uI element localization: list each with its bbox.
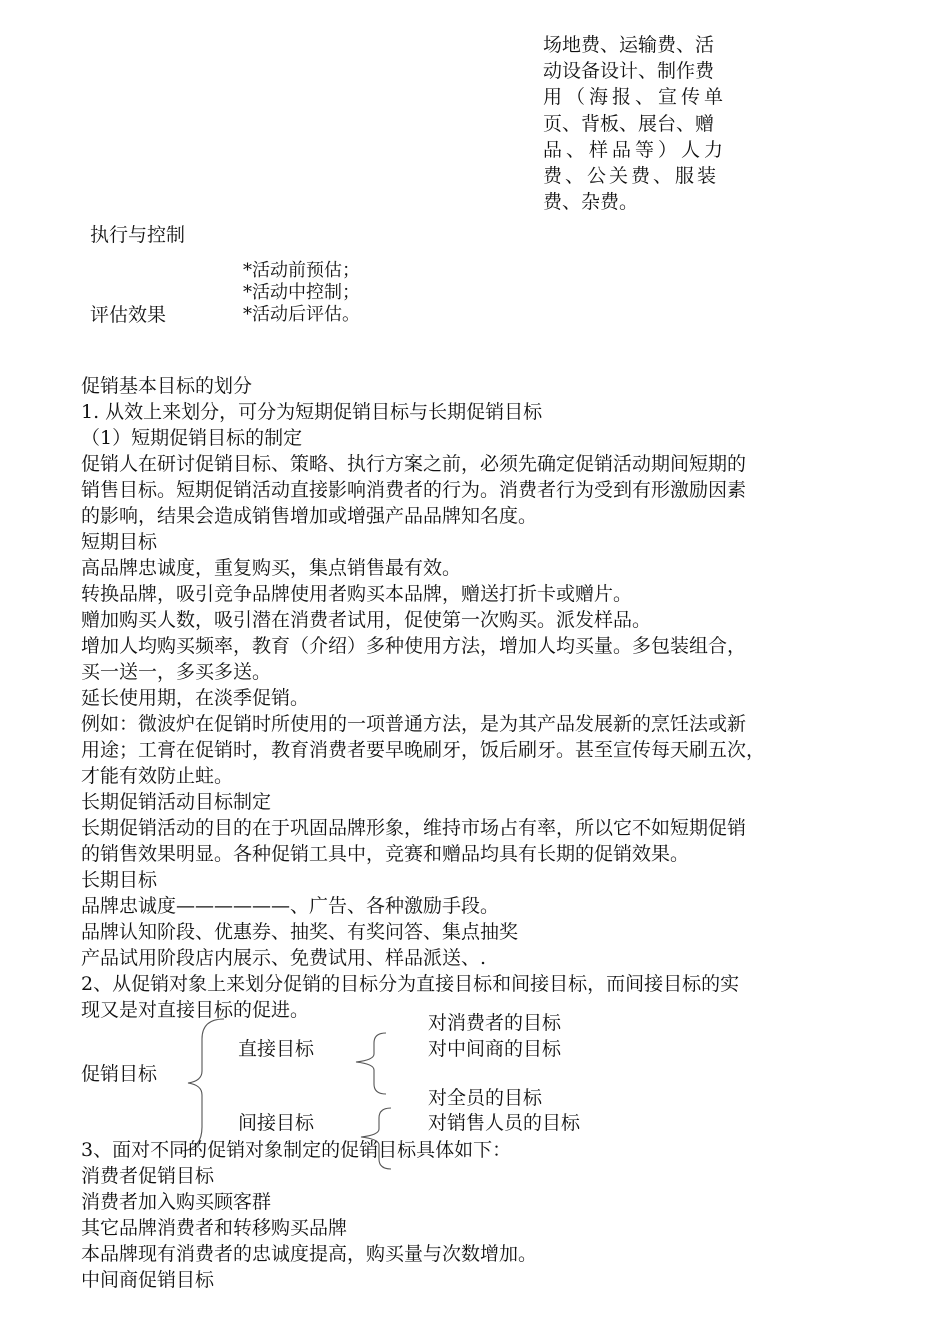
text-line: 长期促销活动的目的在于巩固品牌形象，维持市场占有率，所以它不如短期促销 xyxy=(81,817,747,839)
text-line: 的销售效果明显。各种促销工具中，竞赛和赠品均具有长期的促销效果。 xyxy=(81,843,690,865)
text-line: 品牌认知阶段、优惠券、抽奖、有奖问答、集点抽奖 xyxy=(81,921,519,943)
body-text-part2 xyxy=(81,1137,881,1293)
diagram-direct-item: 对消费者的目标 xyxy=(428,1012,562,1034)
diagram-indirect-label: 间接目标 xyxy=(238,1112,315,1134)
cost-line: 品、样品等）人力 xyxy=(543,138,728,161)
text-line: 高品牌忠诚度，重复购买，集点销售最有效。 xyxy=(81,557,462,579)
text-line: 其它品牌消费者和转移购买品牌 xyxy=(81,1217,348,1239)
text-line: 消费者促销目标 xyxy=(81,1165,215,1187)
text-line: 转换品牌，吸引竞争品牌使用者购买本品牌，赠送打折卡或赠片。 xyxy=(81,583,633,605)
text-line: 的影响，结果会造成销售增加或增强产品品牌知名度。 xyxy=(81,505,538,527)
cost-line: 页、背板、展台、赠 xyxy=(543,112,715,135)
cost-line: 场地费、运输费、活 xyxy=(543,34,715,56)
text-line: 才能有效防止蛀。 xyxy=(81,765,234,787)
text-line: 消费者加入购买顾客群 xyxy=(81,1191,272,1213)
text-line: 3、面对不同的促销对象制定的促销目标具体如下： xyxy=(81,1139,512,1161)
cost-items-block xyxy=(543,32,753,215)
text-line: 用途；工膏在促销时，教育消费者要早晚刷牙，饭后刷牙。甚至宣传每天刷五次， xyxy=(81,739,766,761)
root-brace-icon xyxy=(180,1015,230,1155)
diagram-root-label: 促销目标 xyxy=(81,1063,158,1085)
text-line: 1. 从效上来划分，可分为短期促销目标与长期促销目标 xyxy=(81,401,543,423)
execution-label: 执行与控制 xyxy=(90,224,186,246)
text-line: 中间商促销目标 xyxy=(81,1269,215,1291)
text-line: 短期目标 xyxy=(81,531,158,553)
text-line: 增加人均购买频率，教育（介绍）多种使用方法，增加人均买量。多包装组合， xyxy=(81,635,747,657)
text-line: 赠加购买人数，吸引潜在消费者试用，促使第一次购买。派发样品。 xyxy=(81,609,652,631)
cost-line: 费、杂费。 xyxy=(543,191,639,214)
text-line: 产品试用阶段店内展示、免费试用、样品派送、. xyxy=(81,947,487,969)
body-text-part1 xyxy=(81,373,881,1023)
evaluation-item: *活动前预估； xyxy=(243,260,360,281)
text-line: 买一送一，多买多送。 xyxy=(81,661,272,683)
diagram-indirect-item: 对销售人员的目标 xyxy=(428,1112,581,1134)
text-line: 例如：微波炉在促销时所使用的一项普通方法，是为其产品发展新的烹饪法或新 xyxy=(81,713,747,735)
diagram-direct-label: 直接目标 xyxy=(238,1038,315,1060)
diagram-direct-item: 对中间商的目标 xyxy=(428,1038,562,1060)
text-line: 2、从促销对象上来划分促销的目标分为直接目标和间接目标，而间接目标的实 xyxy=(81,973,740,995)
diagram-indirect-item: 对全员的目标 xyxy=(428,1087,543,1109)
text-line: （1）短期促销目标的制定 xyxy=(81,427,303,449)
text-line: 本品牌现有消费者的忠诚度提高，购买量与次数增加。 xyxy=(81,1243,538,1265)
text-line: 现又是对直接目标的促进。 xyxy=(81,999,310,1021)
evaluation-items xyxy=(243,258,360,328)
evaluation-item: *活动中控制； xyxy=(243,282,360,303)
text-line: 品牌忠诚度——————、广告、各种激励手段。 xyxy=(81,895,500,917)
text-line: 长期促销活动目标制定 xyxy=(81,791,272,813)
cost-line: 用（海报、宣传单 xyxy=(543,86,728,109)
text-line: 促销人在研讨促销目标、策略、执行方案之前，必须先确定促销活动期间短期的 xyxy=(81,453,747,475)
text-line: 销售目标。短期促销活动直接影响消费者的行为。消费者行为受到有形激励因素 xyxy=(81,479,747,501)
text-line: 延长使用期，在淡季促销。 xyxy=(81,687,310,709)
cost-line: 动设备设计、制作费 xyxy=(543,60,715,83)
text-line: 长期目标 xyxy=(81,869,158,891)
direct-brace-icon xyxy=(350,1030,390,1100)
cost-line: 费、公关费、服装 xyxy=(543,165,720,188)
evaluation-label: 评估效果 xyxy=(90,304,167,326)
evaluation-item: *活动后评估。 xyxy=(243,304,360,325)
section-heading: 促销基本目标的划分 xyxy=(81,375,253,397)
